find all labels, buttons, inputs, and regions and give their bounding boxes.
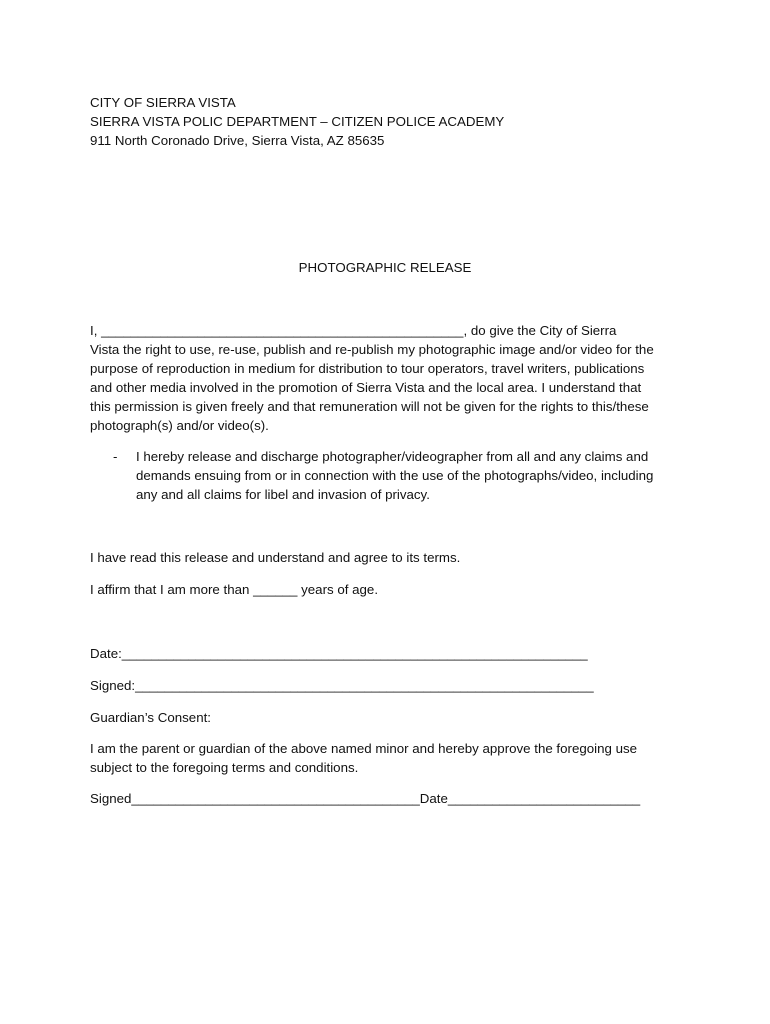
date-field[interactable]: Date:_______________________________________________________________ (90, 646, 588, 661)
paragraph-line: purpose of reproduction in medium for distribution to tour operators, travel writers, publications (90, 361, 645, 376)
guardian-line: I am the parent or guardian of the above named minor and hereby approve the foregoing use (90, 741, 638, 756)
guardian-line: subject to the foregoing terms and conditions. (90, 760, 359, 775)
document-title: PHOTOGRAPHIC RELEASE (298, 260, 472, 275)
bullet-line: I hereby release and discharge photographer/videographer from all and any claims and (136, 449, 649, 464)
guardian-signature-field[interactable]: Signed_______________________________________Date__________________________ (90, 791, 641, 806)
release-bullet (136, 447, 696, 504)
header-city: CITY OF SIERRA VISTA (90, 95, 236, 110)
header-department: SIERRA VISTA POLIC DEPARTMENT – CITIZEN POLICE ACADEMY (90, 114, 505, 129)
bullet-marker: - (113, 449, 118, 464)
guardian-statement (90, 739, 690, 777)
age-statement: I affirm that I am more than ______ years of age. (90, 582, 379, 597)
read-statement: I have read this release and understand and agree to its terms. (90, 550, 461, 565)
paragraph-line: this permission is given freely and that remuneration will not be given for the rights to this/these (90, 399, 649, 414)
release-paragraph (90, 321, 690, 435)
paragraph-line: Vista the right to use, re-use, publish and re-publish my photographic image and/or video for the (90, 342, 654, 357)
paragraph-line: photograph(s) and/or video(s). (90, 418, 269, 433)
paragraph-line: and other media involved in the promotion of Sierra Vista and the local area. I understand that (90, 380, 642, 395)
header-address: 911 North Coronado Drive, Sierra Vista, AZ 85635 (90, 133, 385, 148)
bullet-line: demands ensuing from or in connection with the use of the photographs/video, including (136, 468, 654, 483)
paragraph-line: I, _________________________________________________, do give the City of Sierra (90, 323, 617, 338)
bullet-line: any and all claims for libel and invasion of privacy. (136, 487, 430, 502)
guardian-heading: Guardian’s Consent: (90, 710, 211, 725)
signed-field[interactable]: Signed:______________________________________________________________ (90, 678, 594, 693)
